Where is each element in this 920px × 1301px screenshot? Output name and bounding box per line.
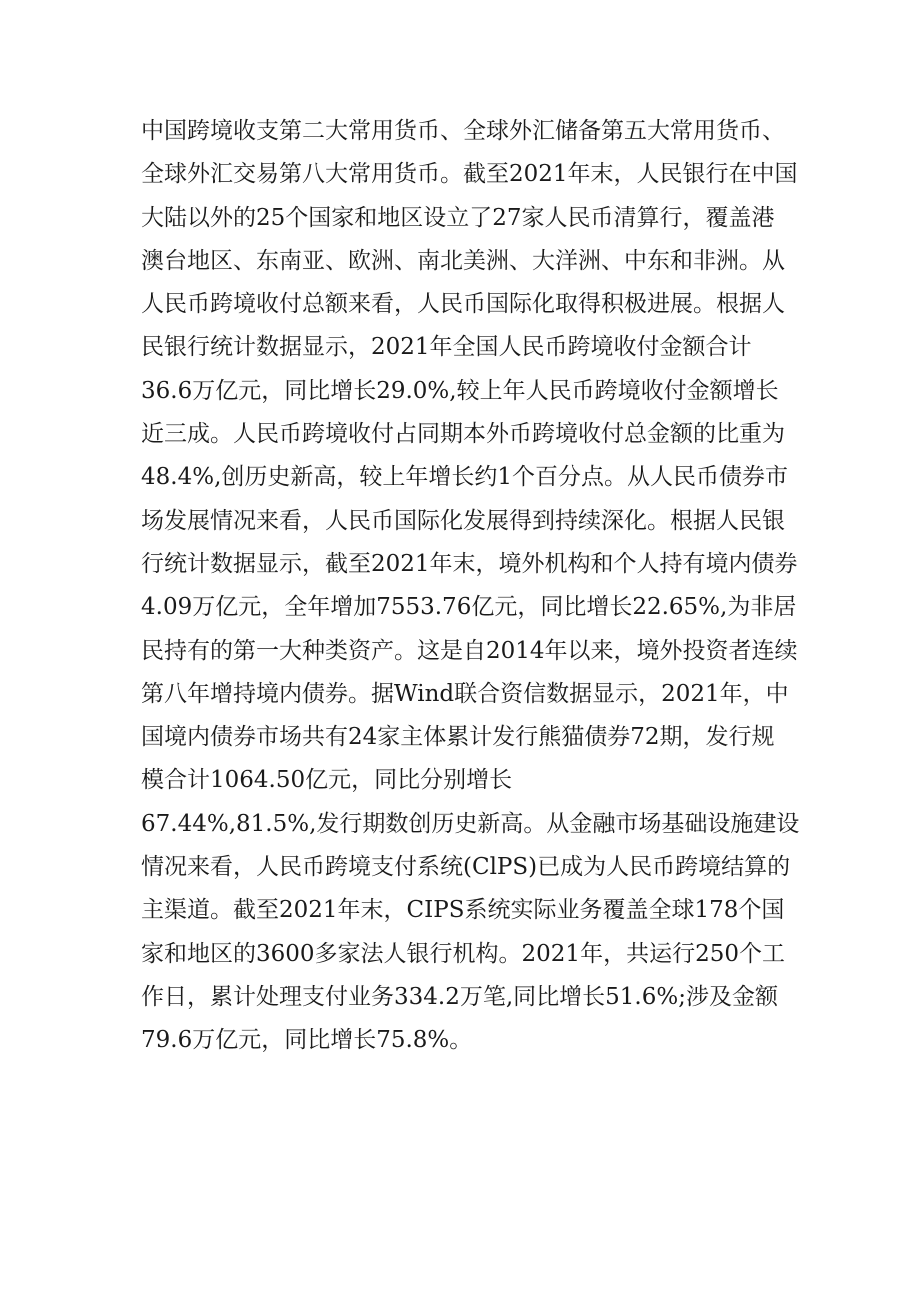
text-line: 36.6万亿元，同比增长29.0%,较上年人民币跨境收付金额增长 — [141, 377, 779, 404]
text-line: 大陆以外的25个国家和地区设立了27家人民币清算行，覆盖港 — [141, 204, 775, 231]
text-line: 行统计数据显示，截至2021年末，境外机构和个人持有境内债券 — [141, 550, 798, 577]
text-line: 民持有的第一大种类资产。这是自2014年以来，境外投资者连续 — [141, 637, 798, 664]
text-line: 近三成。人民币跨境收付占同期本外币跨境收付总金额的比重为 — [141, 421, 785, 448]
text-line: 国境内债券市场共有24家主体累计发行熊猫债券72期，发行规 — [141, 724, 775, 751]
text-line: 4.09万亿元，全年增加7553.76亿元，同比增长22.65%,为非居 — [141, 594, 797, 621]
text-line: 67.44%,81.5%,发行期数创历史新高。从金融市场基础设施建设 — [141, 810, 800, 837]
text-line: 48.4%,创历史新高，较上年增长约1个百分点。从人民币债券市 — [141, 464, 789, 491]
text-line: 澳台地区、东南亚、欧洲、南北美洲、大洋洲、中东和非洲。从 — [141, 247, 785, 274]
text-line: 情况来看，人民币跨境支付系统(ClPS)已成为人民币跨境结算的 — [141, 854, 791, 881]
text-line: 民银行统计数据显示，2021年全国人民币跨境收付金额合计 — [141, 334, 752, 361]
body-paragraph — [141, 110, 801, 1063]
text-line: 人民币跨境收付总额来看，人民币国际化取得积极进展。根据人 — [141, 291, 785, 318]
text-line: 场发展情况来看，人民币国际化发展得到持续深化。根据人民银 — [141, 507, 785, 534]
text-line: 中国跨境收支第二大常用货币、全球外汇储备第五大常用货币、 — [141, 118, 785, 144]
text-line: 家和地区的3600多家法人银行机构。2021年，共运行250个工 — [141, 940, 785, 967]
text-line: 主渠道。截至2021年末，CIPS系统实际业务覆盖全球178个国 — [141, 897, 785, 924]
text-line: 79.6万亿元，同比增长75.8%。 — [141, 1027, 473, 1054]
text-line: 作日，累计处理支付业务334.2万笔,同比增长51.6%;涉及金额 — [141, 983, 778, 1010]
text-line: 第八年增持境内债券。据Wind联合资信数据显示，2021年，中 — [141, 680, 789, 707]
text-line: 全球外汇交易第八大常用货币。截至2021年末，人民银行在中国 — [141, 161, 798, 188]
text-line: 模合计1064.50亿元，同比分别增长 — [141, 767, 513, 794]
